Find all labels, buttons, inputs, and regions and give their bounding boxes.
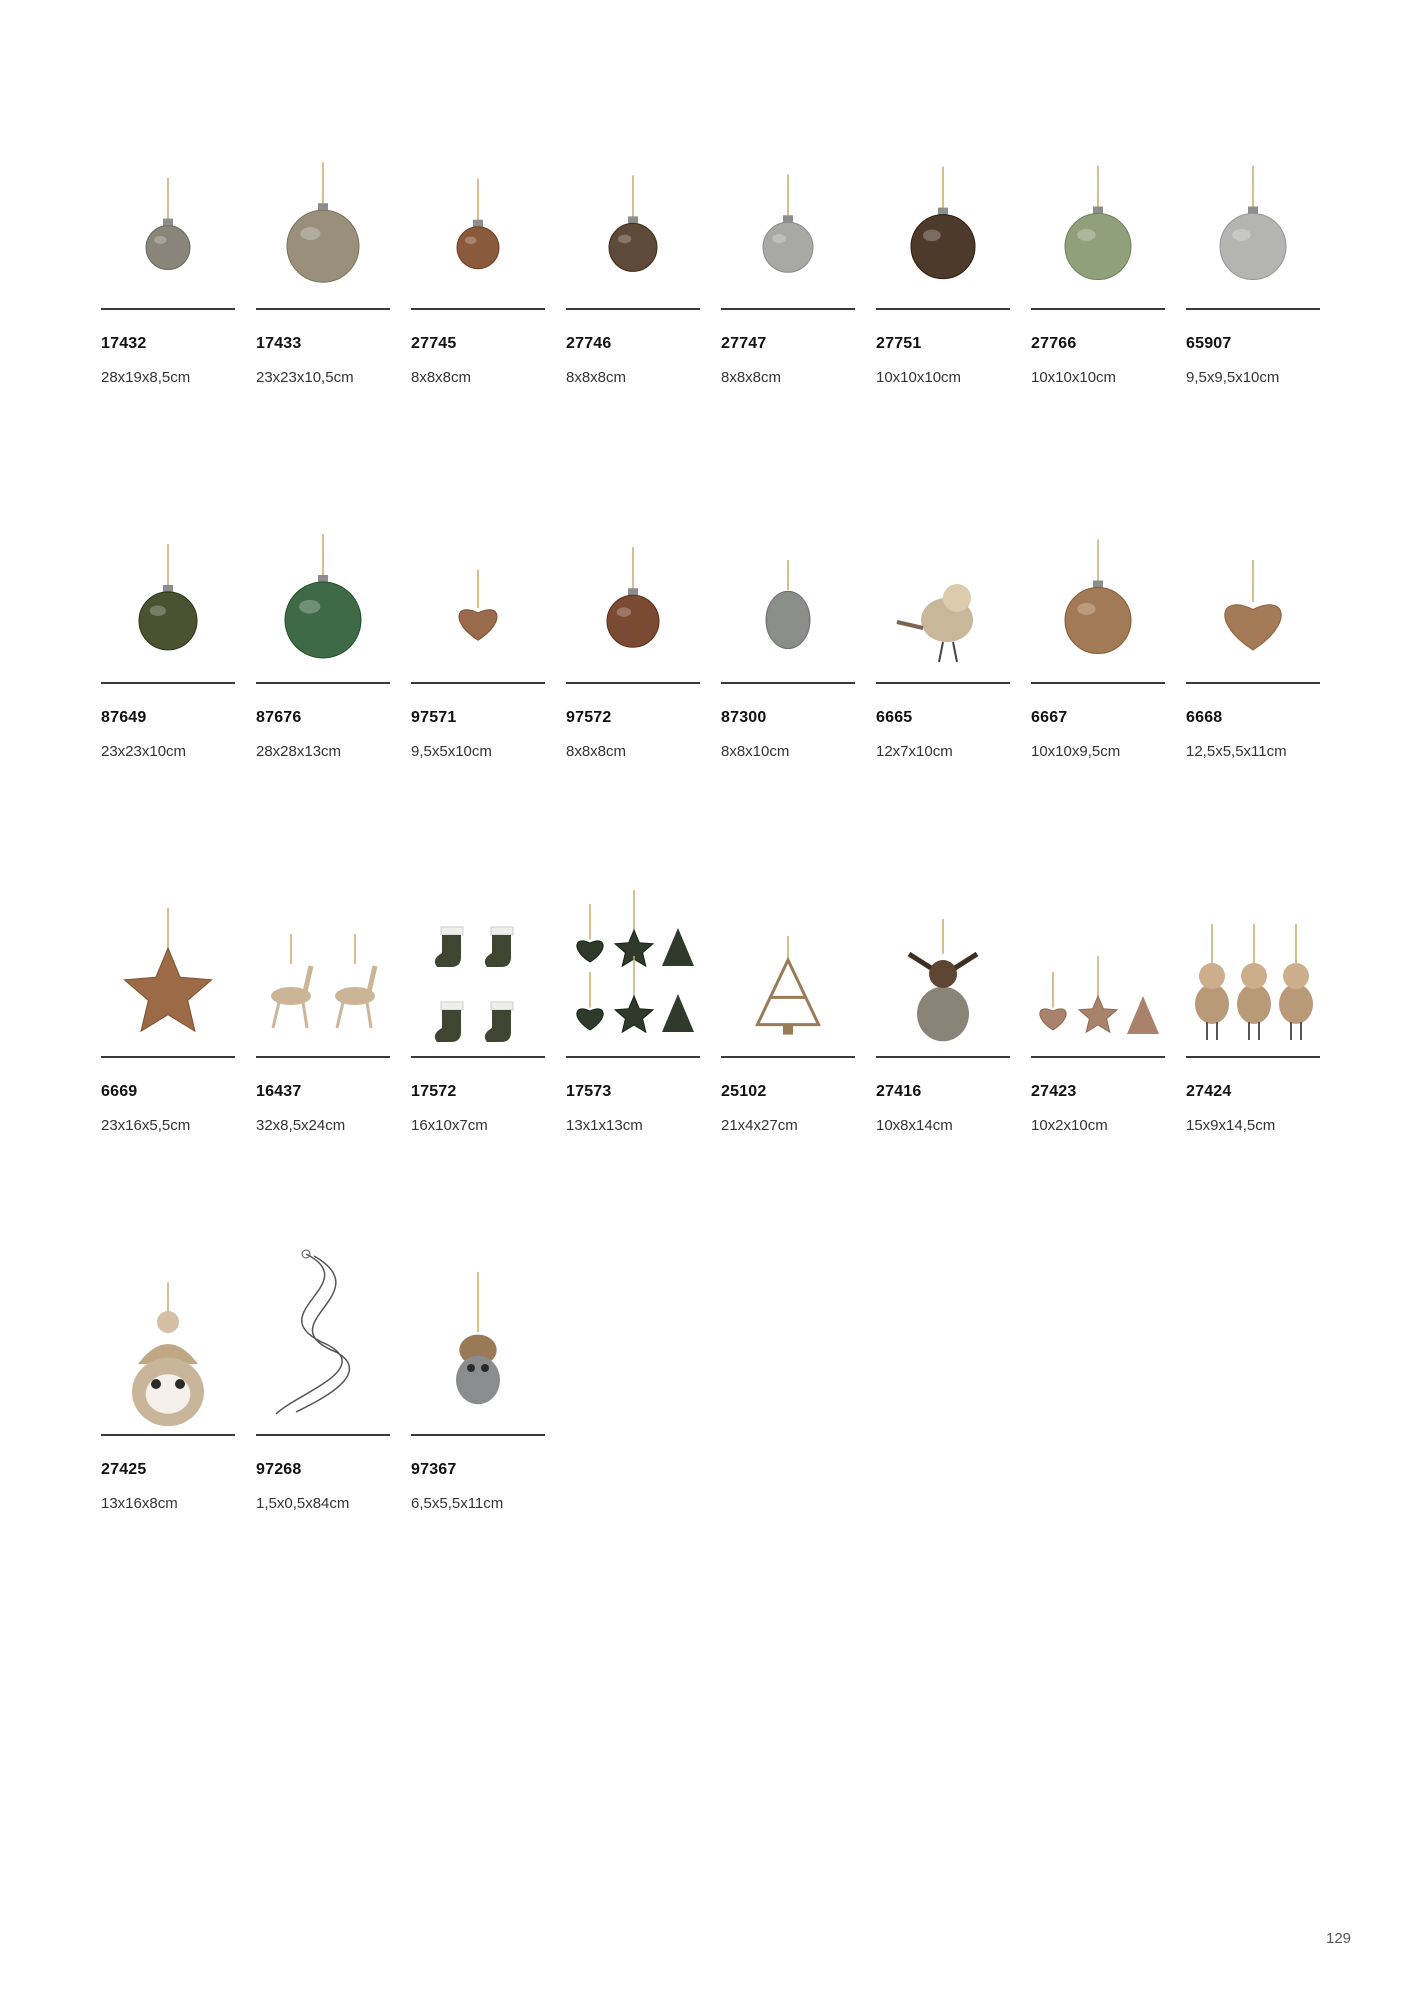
reindeer-icon: [256, 866, 390, 1056]
ornament-icon: [256, 118, 390, 308]
product-dimensions: 9,5x9,5x10cm: [1186, 369, 1280, 386]
product-item: [721, 118, 855, 386]
product-divider: [1031, 1056, 1165, 1058]
product-item: [566, 866, 700, 1134]
product-image: [256, 492, 390, 682]
product-divider: [1031, 682, 1165, 684]
product-dimensions: 12x7x10cm: [876, 743, 953, 760]
product-divider: [876, 308, 1010, 310]
product-dimensions: 15x9x14,5cm: [1186, 1117, 1276, 1134]
tree-icon: [721, 866, 855, 1056]
product-dimensions: 23x23x10,5cm: [256, 369, 354, 386]
product-item: [876, 118, 1010, 386]
product-item: [256, 1244, 390, 1512]
product-image: [1031, 492, 1165, 682]
product-item: [411, 492, 545, 760]
ornament-icon: [566, 492, 700, 682]
product-code: 17433: [256, 335, 302, 352]
product-code: 17573: [566, 1083, 612, 1100]
product-image: [101, 492, 235, 682]
product-dimensions: 8x8x8cm: [566, 743, 627, 760]
product-dimensions: 10x2x10cm: [1031, 1117, 1108, 1134]
product-divider: [566, 308, 700, 310]
product-divider: [721, 1056, 855, 1058]
product-image: [721, 118, 855, 308]
product-divider: [411, 682, 545, 684]
product-dimensions: 16x10x7cm: [411, 1117, 488, 1134]
product-divider: [721, 682, 855, 684]
product-item: [1186, 866, 1320, 1134]
ornament-icon: [1186, 118, 1320, 308]
ornament-icon: [101, 492, 235, 682]
product-image: [566, 866, 700, 1056]
pinecone-icon: [721, 492, 855, 682]
product-dimensions: 23x23x10cm: [101, 743, 187, 760]
star-icon: [101, 866, 235, 1056]
product-code: 27751: [876, 335, 922, 352]
product-item: [876, 492, 1010, 760]
product-image: [101, 1244, 235, 1434]
product-code: 27423: [1031, 1083, 1077, 1100]
product-divider: [256, 308, 390, 310]
product-code: 65907: [1186, 335, 1232, 352]
product-code: 6667: [1031, 709, 1068, 726]
product-image: [1031, 118, 1165, 308]
product-image: [256, 118, 390, 308]
product-dimensions: 28x28x13cm: [256, 743, 342, 760]
product-divider: [721, 308, 855, 310]
product-divider: [1031, 308, 1165, 310]
page-number: 129: [1326, 1930, 1352, 1947]
product-item: [721, 492, 855, 760]
product-image: [1186, 492, 1320, 682]
ornament-icon: [1031, 118, 1165, 308]
product-divider: [101, 1056, 235, 1058]
product-divider: [101, 1434, 235, 1436]
moose-icon: [876, 866, 1010, 1056]
heart-icon: [411, 492, 545, 682]
product-image: [566, 118, 700, 308]
product-dimensions: 10x10x10cm: [1031, 369, 1117, 386]
product-image: [721, 492, 855, 682]
product-code: 6669: [101, 1083, 138, 1100]
product-dimensions: 13x1x13cm: [566, 1117, 643, 1134]
heart-icon: [1186, 492, 1320, 682]
product-dimensions: 6,5x5,5x11cm: [411, 1495, 504, 1512]
product-dimensions: 8x8x8cm: [566, 369, 627, 386]
product-image: [256, 866, 390, 1056]
product-dimensions: 8x8x8cm: [721, 369, 782, 386]
product-code: 27766: [1031, 335, 1077, 352]
product-divider: [566, 682, 700, 684]
product-dimensions: 23x16x5,5cm: [101, 1117, 191, 1134]
bird-icon: [1186, 866, 1320, 1056]
product-item: [256, 866, 390, 1134]
product-dimensions: 13x16x8cm: [101, 1495, 178, 1512]
product-item: [1031, 866, 1165, 1134]
product-code: 27424: [1186, 1083, 1232, 1100]
ornament-icon: [411, 118, 545, 308]
product-image: [876, 118, 1010, 308]
product-item: [411, 866, 545, 1134]
product-code: 27416: [876, 1083, 922, 1100]
product-item: [256, 492, 390, 760]
product-divider: [101, 682, 235, 684]
product-item: [411, 1244, 545, 1512]
product-dimensions: 21x4x27cm: [721, 1117, 798, 1134]
product-divider: [566, 1056, 700, 1058]
ornament-icon: [101, 118, 235, 308]
product-code: 97572: [566, 709, 612, 726]
bird-icon: [876, 492, 1010, 682]
product-image: [721, 866, 855, 1056]
product-code: 17572: [411, 1083, 457, 1100]
product-item: [1186, 492, 1320, 760]
product-divider: [876, 682, 1010, 684]
product-image: [411, 118, 545, 308]
product-code: 97367: [411, 1461, 457, 1478]
ornament-icon: [721, 118, 855, 308]
product-dimensions: 8x8x10cm: [721, 743, 790, 760]
product-dimensions: 10x10x10cm: [876, 369, 962, 386]
ornament-icon: [1031, 492, 1165, 682]
product-code: 27747: [721, 335, 767, 352]
product-dimensions: 32x8,5x24cm: [256, 1117, 346, 1134]
product-divider: [876, 1056, 1010, 1058]
product-code: 97268: [256, 1461, 302, 1478]
ornament-icon: [256, 492, 390, 682]
product-divider: [256, 1056, 390, 1058]
product-code: 6665: [876, 709, 913, 726]
product-divider: [1186, 682, 1320, 684]
product-item: [411, 118, 545, 386]
product-item: [1031, 118, 1165, 386]
owl-icon: [411, 1244, 545, 1434]
product-item: [1031, 492, 1165, 760]
product-item: [1186, 118, 1320, 386]
product-item: [101, 492, 235, 760]
product-code: 16437: [256, 1083, 302, 1100]
product-image: [1031, 866, 1165, 1056]
product-image: [411, 492, 545, 682]
product-dimensions: 1,5x0,5x84cm: [256, 1495, 350, 1512]
product-code: 87300: [721, 709, 767, 726]
product-divider: [1186, 1056, 1320, 1058]
product-divider: [411, 1056, 545, 1058]
product-divider: [411, 308, 545, 310]
product-image: [1186, 118, 1320, 308]
product-dimensions: 9,5x5x10cm: [411, 743, 492, 760]
product-image: [566, 492, 700, 682]
product-divider: [411, 1434, 545, 1436]
garland-icon: [256, 1244, 390, 1434]
product-image: [256, 1244, 390, 1434]
product-dimensions: 10x10x9,5cm: [1031, 743, 1121, 760]
product-code: 27746: [566, 335, 612, 352]
ornament-icon: [566, 118, 700, 308]
product-divider: [256, 682, 390, 684]
product-code: 97571: [411, 709, 457, 726]
product-image: [101, 118, 235, 308]
product-item: [876, 866, 1010, 1134]
product-divider: [1186, 308, 1320, 310]
product-code: 6668: [1186, 709, 1223, 726]
product-item: [101, 866, 235, 1134]
product-dimensions: 10x8x14cm: [876, 1117, 953, 1134]
product-dimensions: 28x19x8,5cm: [101, 369, 191, 386]
product-item: [256, 118, 390, 386]
product-item: [566, 118, 700, 386]
product-image: [411, 1244, 545, 1434]
shapes-icon: [1031, 866, 1165, 1056]
product-image: [101, 866, 235, 1056]
product-image: [876, 866, 1010, 1056]
product-image: [876, 492, 1010, 682]
product-code: 87676: [256, 709, 302, 726]
stocking-icon: [411, 866, 545, 1056]
product-code: 27425: [101, 1461, 147, 1478]
product-divider: [101, 308, 235, 310]
ornament-icon: [876, 118, 1010, 308]
product-code: 27745: [411, 335, 457, 352]
product-dimensions: 12,5x5,5x11cm: [1186, 743, 1287, 760]
product-item: [101, 118, 235, 386]
product-item: [101, 1244, 235, 1512]
product-dimensions: 8x8x8cm: [411, 369, 472, 386]
product-code: 87649: [101, 709, 147, 726]
product-item: [721, 866, 855, 1134]
product-image: [1186, 866, 1320, 1056]
product-item: [566, 492, 700, 760]
product-image: [411, 866, 545, 1056]
shapes-icon: [566, 866, 700, 1056]
owl-icon: [101, 1244, 235, 1434]
product-code: 17432: [101, 335, 147, 352]
product-divider: [256, 1434, 390, 1436]
product-code: 25102: [721, 1083, 767, 1100]
